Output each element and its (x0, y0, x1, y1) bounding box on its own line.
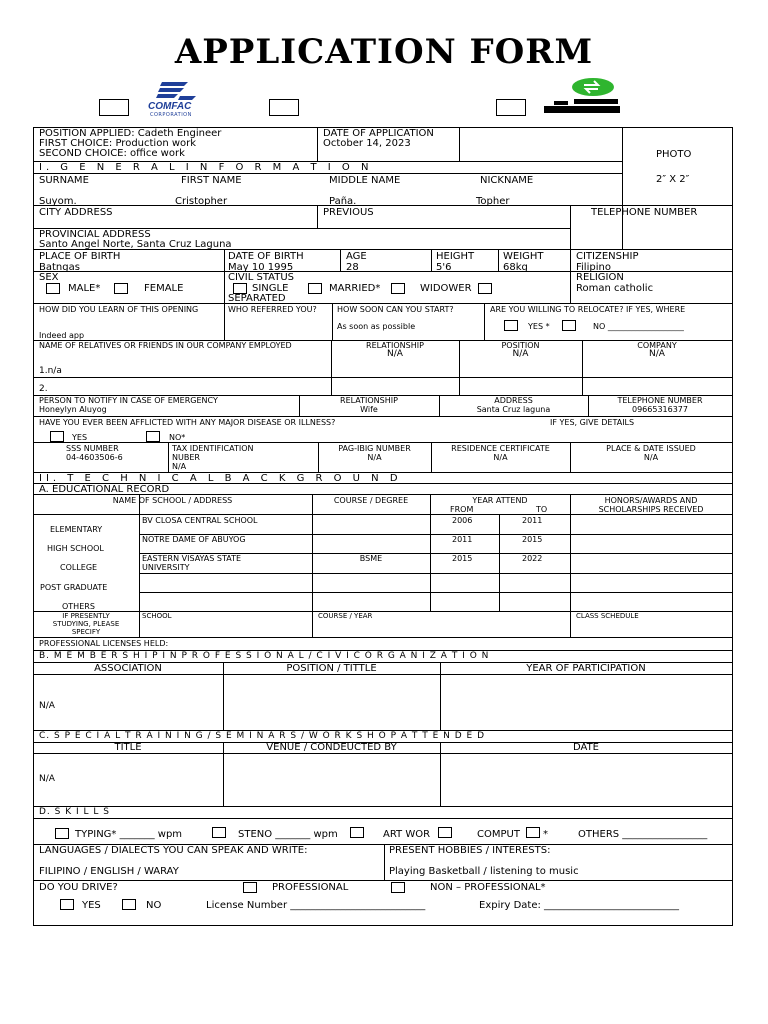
civil-status-label: CIVIL STATUS (228, 272, 294, 283)
training-heading: C. S P E C I A L T R A I N I N G / S E M I N A R S / W O R K S H O P A T T E N D E D (39, 731, 486, 741)
firstname-label: FIRST NAME (181, 175, 242, 186)
religion-label: RELIGION (576, 272, 624, 283)
education-from[interactable]: 2006 (452, 516, 473, 525)
comfac-logo-sub: CORPORATION (150, 112, 192, 118)
relative-1[interactable]: 1.n/a (39, 366, 62, 376)
height-label: HEIGHT (436, 251, 475, 262)
position-applied: POSITION APPLIED: Cadeth Engineer (39, 128, 222, 139)
date-of-birth-label: DATE OF BIRTH (228, 251, 304, 262)
comfac-logo (148, 80, 204, 120)
age-label: AGE (346, 251, 367, 262)
training-date-header: DATE (572, 742, 599, 753)
relatives-company-label: COMPANY (637, 341, 677, 350)
typing-checkbox[interactable] (55, 828, 69, 839)
top-checkbox-3[interactable] (496, 99, 526, 116)
height-value[interactable]: 5'6 (436, 262, 452, 273)
emergency-telephone-value[interactable]: 09665316377 (632, 405, 688, 414)
surname-label: SURNAME (39, 175, 89, 186)
relatives-position-label: POSITION (501, 341, 540, 350)
married-checkbox[interactable] (308, 283, 322, 294)
steno-box-2[interactable] (350, 827, 364, 838)
training-venue-header: VENUE / CONDEUCTED BY (266, 742, 397, 753)
education-school[interactable]: BV CLOSA CENTRAL SCHOOL (142, 516, 258, 525)
disease-no-checkbox[interactable] (146, 431, 160, 442)
association-column-header: ASSOCIATION (94, 663, 162, 674)
hobbies-value[interactable]: Playing Basketball / listening to music (389, 866, 579, 877)
place-of-birth-label: PLACE OF BIRTH (39, 251, 121, 262)
citizenship-label: CITIZENSHIP (576, 251, 639, 262)
tin-label: TAX IDENTIFICATION (172, 444, 254, 453)
married-box-2[interactable] (391, 283, 405, 294)
religion-value[interactable]: Roman catholic (576, 283, 654, 294)
sss-value[interactable]: 04-4603506-6 (66, 453, 123, 462)
top-checkbox-1[interactable] (99, 99, 129, 116)
sss-label: SSS NUMBER (66, 444, 119, 453)
honors-header-2: SCHOLARSHIPS RECEIVED (598, 505, 704, 514)
age-value[interactable]: 28 (346, 262, 359, 273)
general-info-heading: I. G E N E R A L I N F O R M A T I O N (39, 162, 373, 173)
skills-heading: D. S K I L L S (39, 807, 110, 817)
non-professional-checkbox[interactable] (391, 882, 405, 893)
sex-label: SEX (39, 272, 59, 283)
provincial-address-label: PROVINCIAL ADDRESS (39, 229, 151, 240)
photo-label: PHOTO (656, 149, 692, 160)
nickname-label: NICKNAME (480, 175, 534, 186)
emergency-label: PERSON TO NOTIFY IN CASE OF EMERGENCY (39, 396, 218, 405)
membership-heading: B. M E M B E R S H I P I N P R O F E S S I O N A L / C I V I C O R G A N I Z A T I O N (39, 651, 490, 661)
class-schedule-label: CLASS SCHEDULE (576, 612, 639, 620)
presently-school-label: SCHOOL (142, 612, 172, 620)
non-professional-label: NON – PROFESSIONAL* (430, 882, 546, 893)
education-school-line-2[interactable]: UNIVERSITY (142, 563, 190, 572)
disease-ifyes-label: IF YES, GIVE DETAILS (550, 418, 635, 427)
learn-opening-value[interactable]: Indeed app (39, 331, 85, 340)
second-choice: SECOND CHOICE: office work (39, 148, 185, 159)
provincial-address-value[interactable]: Santo Angel Norte, Santa Cruz Laguna (39, 239, 232, 250)
presently-course-year-label: COURSE / YEAR (318, 612, 373, 620)
relocate-yes-label: YES * (528, 322, 550, 331)
disease-yes-label: YES (72, 433, 88, 442)
computer-checkbox[interactable] (526, 827, 540, 838)
professional-checkbox[interactable] (243, 882, 257, 893)
single-label: SINGLE (252, 283, 289, 294)
education-level: OTHERS (62, 602, 95, 611)
male-checkbox[interactable] (46, 283, 60, 294)
year-participation-column-header: YEAR OF PARTICIPATION (526, 663, 646, 674)
emergency-relationship-value[interactable]: Wife (360, 405, 378, 414)
date-of-application-label: DATE OF APPLICATION (323, 128, 434, 139)
disease-label: HAVE YOU EVER BEEN AFFLICTED WITH ANY MAJOR DISEASE OR ILLNESS? (39, 418, 336, 427)
computer-mark: * (543, 829, 548, 840)
relatives-position-value[interactable]: N/A (512, 349, 529, 359)
presently-studying-label-3: SPECIFY (71, 628, 101, 636)
education-from[interactable]: 2015 (452, 554, 473, 563)
first-choice: FIRST CHOICE: Production work (39, 138, 197, 149)
comfac-logo-text: COMFAC (148, 101, 192, 112)
nickname-value[interactable]: Topher (476, 196, 510, 207)
steno-label: STENO _______ wpm (238, 829, 338, 840)
education-to[interactable]: 2022 (522, 554, 543, 563)
course-column-header: COURSE / DEGREE (333, 496, 409, 505)
drive-yes-checkbox[interactable] (60, 899, 74, 910)
from-header: FROM (450, 505, 474, 514)
position-column-header: POSITION / TITTLE (286, 663, 377, 674)
drive-yes-label: YES (82, 900, 101, 911)
typing-label: TYPING* _______ wpm (75, 829, 183, 840)
art-work-checkbox[interactable] (438, 827, 452, 838)
drive-label: DO YOU DRIVE? (39, 882, 118, 893)
to-header: TO (536, 505, 548, 514)
male-label: MALE* (68, 283, 101, 294)
education-school[interactable]: EASTERN VISAYAS STATE (142, 554, 242, 563)
education-to[interactable]: 2015 (522, 535, 543, 544)
education-level: COLLEGE (60, 563, 98, 572)
form-title: APPLICATION FORM (174, 32, 594, 72)
education-level: ELEMENTARY (50, 525, 103, 534)
tin-value[interactable]: N/A (172, 462, 187, 471)
steno-checkbox[interactable] (212, 827, 226, 838)
professional-label: PROFESSIONAL (272, 882, 349, 893)
city-address-label: CITY ADDRESS (39, 207, 113, 218)
emergency-relationship-label: RELATIONSHIP (340, 396, 398, 405)
technical-heading: II. T E C H N I C A L B A C K G R O U N D (39, 473, 402, 484)
languages-label: LANGUAGES / DIALECTS YOU CAN SPEAK AND WRITE: (39, 845, 308, 856)
education-course[interactable]: BSME (359, 554, 383, 563)
emergency-telephone-label: TELEPHONE NUMBER (617, 396, 703, 405)
relatives-relationship-value[interactable]: N/A (387, 349, 403, 359)
presently-studying-label-2: STUDYING, PLEASE (52, 620, 120, 628)
place-date-issued-value[interactable]: N/A (643, 453, 659, 462)
citizenship-value[interactable]: Filipino (576, 262, 611, 273)
education-school[interactable]: NOTRE DAME OF ABUYOG (142, 535, 246, 544)
residence-value[interactable]: N/A (493, 453, 508, 462)
education-level: HIGH SCHOOL (47, 544, 104, 553)
education-level: POST GRADUATE (40, 583, 108, 592)
surname-value[interactable]: Suyom. (39, 196, 77, 207)
learn-opening-label: HOW DID YOU LEARN OF THIS OPENING (39, 305, 199, 314)
hobbies-label: PRESENT HOBBIES / INTERESTS: (389, 845, 551, 856)
membership-value[interactable]: N/A (39, 701, 55, 711)
pagibig-label: PAG-IBIG NUMBER (338, 444, 411, 453)
relocate-label: ARE YOU WILLING TO RELOCATE? IF YES, WHERE (490, 305, 686, 314)
relatives-company-value[interactable]: N/A (649, 349, 665, 359)
place-date-issued-label: PLACE & DATE ISSUED (606, 444, 696, 453)
married-label: MARRIED* (329, 283, 381, 294)
pagibig-value[interactable]: N/A (367, 453, 382, 462)
licenses-label: PROFESSIONAL LICENSES HELD: (39, 639, 169, 648)
education-from[interactable]: 2011 (452, 535, 473, 544)
firstname-value[interactable]: Cristopher (175, 196, 228, 207)
tin-label-2: NUBER (172, 453, 200, 462)
presently-studying-label: IF PRESENTLY (62, 612, 110, 620)
school-column-header: NAME OF SCHOOL / ADDRESS (112, 496, 233, 505)
relocate-no-label: NO ___________________ (593, 322, 684, 331)
disease-no-label: NO* (169, 433, 186, 442)
widower-label: WIDOWER (420, 283, 472, 294)
telephone-label: TELEPHONE NUMBER (591, 207, 698, 218)
emergency-address-label: ADDRESS (494, 396, 533, 405)
female-checkbox[interactable] (114, 283, 128, 294)
residence-label: RESIDENCE CERTIFICATE (451, 444, 550, 453)
emergency-address-value[interactable]: Santa Cruz laguna (476, 405, 551, 414)
date-of-application-value: October 14, 2023 (323, 138, 411, 149)
relocate-yes-checkbox[interactable] (504, 320, 518, 331)
languages-value[interactable]: FILIPINO / ENGLISH / WARAY (39, 866, 179, 877)
disease-yes-checkbox[interactable] (50, 431, 64, 442)
how-soon-value[interactable]: As soon as possible (337, 322, 416, 331)
photo-size: 2″ X 2″ (656, 174, 690, 185)
emergency-name[interactable]: Honeylyn Aluyog (39, 405, 107, 414)
date-of-birth-value[interactable]: May 10 1995 (228, 262, 294, 273)
place-of-birth-value[interactable]: Batngas (39, 262, 80, 273)
drive-no-label: NO (146, 900, 162, 911)
others-label: OTHERS _________________ (578, 829, 708, 840)
widower-checkbox[interactable] (478, 283, 492, 294)
how-soon-label: HOW SOON CAN YOU START? (337, 305, 454, 314)
weight-value[interactable]: 68kg (503, 262, 528, 273)
honors-header: HONORS/AWARDS AND (604, 496, 698, 505)
weight-label: WEIGHT (503, 251, 544, 262)
relatives-relationship-label: RELATIONSHIP (366, 341, 424, 350)
art-work-label: ART WOR (383, 829, 431, 840)
license-number-field[interactable]: License Number ___________________________ (206, 900, 426, 911)
relocate-no-checkbox[interactable] (562, 320, 576, 331)
top-checkbox-2[interactable] (269, 99, 299, 116)
who-referred-label: WHO REFERRED YOU? (228, 305, 317, 314)
education-to[interactable]: 2011 (522, 516, 543, 525)
previous-label: PREVIOUS (323, 207, 374, 218)
middlename-value[interactable]: Paña. (329, 196, 357, 207)
expiry-date-field[interactable]: Expiry Date: ___________________________ (479, 900, 680, 911)
separated-label: SEPARATED (228, 293, 286, 304)
computer-label: COMPUT (477, 829, 520, 840)
relatives-label: NAME OF RELATIVES OR FRIENDS IN OUR COMPANY EMPLOYED (39, 341, 292, 350)
training-title-header: TITLE (114, 742, 142, 753)
educational-record-heading: A. EDUCATIONAL RECORD (39, 484, 170, 495)
relative-2[interactable]: 2. (39, 384, 48, 394)
year-attend-header: YEAR ATTEND (472, 496, 528, 505)
training-value[interactable]: N/A (39, 774, 55, 784)
drive-no-checkbox[interactable] (122, 899, 136, 910)
female-label: FEMALE (144, 283, 184, 294)
middlename-label: MIDDLE NAME (329, 175, 401, 186)
green-logo (540, 76, 626, 118)
recycle-icon (540, 76, 626, 118)
